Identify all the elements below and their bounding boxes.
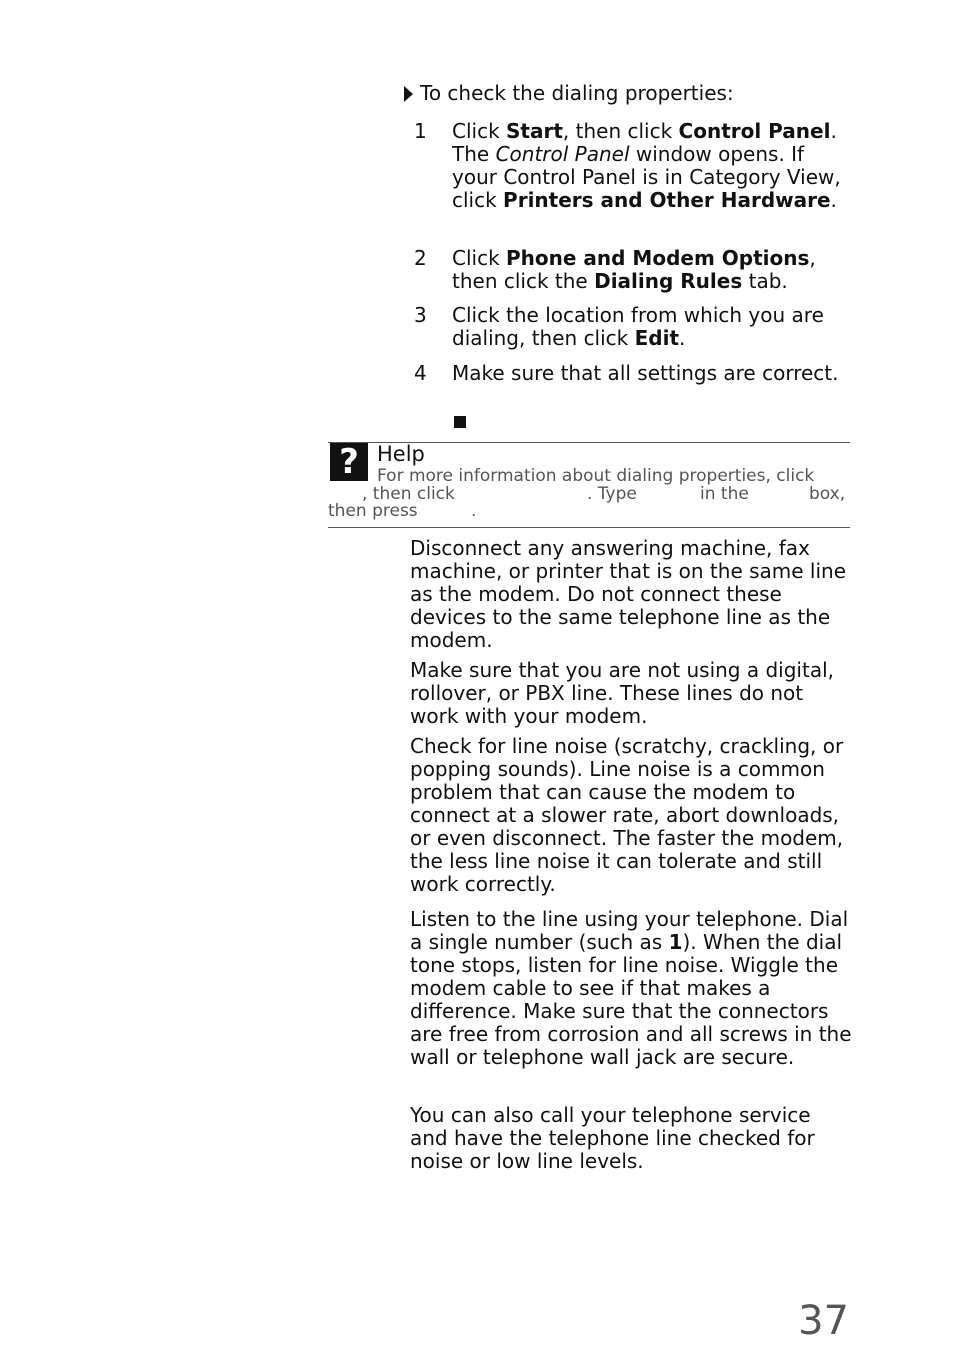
ui-term-control-panel: Control Panel <box>678 119 831 143</box>
ui-term-printers-hardware: Printers and Other Hardware <box>503 188 831 212</box>
page-number: 37 <box>798 1298 849 1344</box>
step-text <box>452 247 852 293</box>
step-text-part: , then click <box>562 119 679 143</box>
step-text <box>452 304 852 350</box>
procedure-heading <box>404 82 734 105</box>
paragraph-listen <box>410 908 852 1069</box>
step-text-part: tab. <box>742 269 788 293</box>
question-mark-icon: ? <box>330 443 368 481</box>
step-text <box>452 362 852 385</box>
help-text-fragment: in the <box>700 484 749 504</box>
help-bottom-rule <box>328 527 850 528</box>
help-title: Help <box>377 442 425 466</box>
step-number: 4 <box>414 361 427 385</box>
triangle-bullet-icon <box>404 86 413 102</box>
end-of-procedure-icon <box>454 416 466 428</box>
step-number: 1 <box>414 119 427 143</box>
ui-term-start: Start <box>506 119 563 143</box>
step-text-part: Click <box>452 246 507 270</box>
ui-term-edit: Edit <box>634 326 680 350</box>
help-text-fragment: box, <box>809 484 846 504</box>
window-name: Control Panel <box>495 142 630 166</box>
paragraph-text-part: ). When the dial tone stops, listen for line noise. Wiggle the modem cable to see if that makes a difference. Make sure that the connectors are free from corrosion and all screws in the wall or telephone wall jack are secure. <box>410 930 852 1069</box>
step-text-part: Make sure that all settings are correct. <box>452 361 839 385</box>
step-text <box>452 120 852 212</box>
ui-term-phone-modem-options: Phone and Modem Options <box>506 246 810 270</box>
step-text-part: . The <box>452 119 837 166</box>
paragraph-text-part: Listen to the line using your telephone. Dial a single number (such as <box>410 907 849 954</box>
step-number: 3 <box>414 303 427 327</box>
key-term: 1 <box>668 930 683 954</box>
help-text-fragment: . <box>471 501 477 521</box>
ui-term-dialing-rules: Dialing Rules <box>594 269 743 293</box>
procedure-heading-text: To check the dialing properties: <box>420 81 734 105</box>
step-text-part: , then click the <box>452 246 816 293</box>
help-text-fragment: . Type <box>587 484 637 504</box>
step-text-part: Click the location from which you are dialing, then click <box>452 303 824 350</box>
step-number: 2 <box>414 246 427 270</box>
paragraph-line-type: Make sure that you are not using a digital, rollover, or PBX line. These lines do not work with your modem. <box>410 658 834 728</box>
step-text-part: Click <box>452 119 507 143</box>
help-text-fragment: , then click <box>362 484 455 504</box>
help-text-line-1: For more information about dialing properties, click <box>377 466 815 486</box>
paragraph-disconnect: Disconnect any answering machine, fax machine, or printer that is on the same line as the modem. Do not connect these devices to the same telephone line as the modem. <box>410 536 847 652</box>
step-text-part: . <box>679 326 686 350</box>
step-text-part: . <box>830 188 837 212</box>
paragraph-line-noise: Check for line noise (scratchy, crackling, or popping sounds). Line noise is a common problem that can cause the modem to connect at a slower rate, abort downloads, or even disconnect. The faster the modem, the less line noise it can tolerate and still work correctly. <box>410 734 844 896</box>
paragraph-call-service: You can also call your telephone service and have the telephone line checked for noise or low line levels. <box>410 1103 815 1173</box>
step-text-part: window opens. If your Control Panel is in Category View, click <box>452 142 841 212</box>
help-text-fragment: then press <box>328 501 418 521</box>
